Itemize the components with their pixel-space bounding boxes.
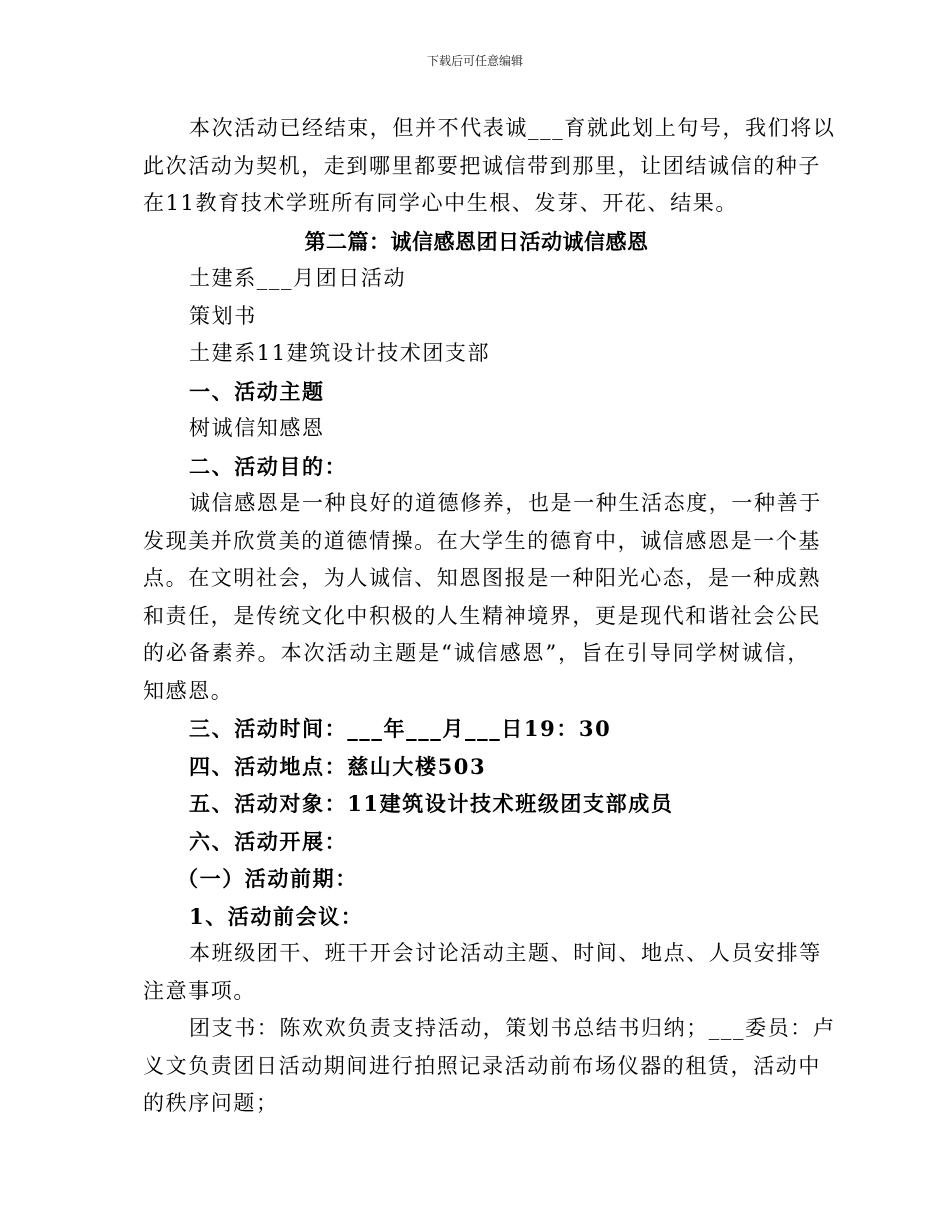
paragraph-line: 的必备素养。本次活动主题是“诚信感恩”，旨在引导同学树诚信， — [143, 641, 810, 665]
heading-activity-location: 四、活动地点：慈山大楼503 — [189, 753, 487, 779]
paragraph-line: 本班级团干、班干开会讨论活动主题、时间、地点、人员安排等 — [189, 941, 822, 965]
paragraph-line: 义文负责团日活动期间进行拍照记录活动前布场仪器的租赁，活动中 — [143, 1053, 821, 1078]
paragraph-line: 知感恩。 — [143, 678, 234, 703]
paragraph-line: 注意事项。 — [143, 978, 256, 1003]
section-title: 第二篇：诚信感恩团日活动诚信感恩 — [304, 228, 649, 254]
paragraph-line: 诚信感恩是一种良好的道德修养，也是一种生活态度，一种善于 — [189, 491, 822, 515]
heading-activity-audience: 五、活动对象：11建筑设计技术班级团支部成员 — [189, 791, 674, 816]
department-line: 土建系___月团日活动 — [189, 266, 407, 290]
heading-activity-purpose: 二、活动目的： — [189, 453, 348, 479]
paragraph-line: 本次活动已经结束，但并不代表诚___育就此划上句号，我们将以 — [189, 116, 836, 140]
heading-pre-meeting: 1、活动前会议： — [189, 903, 364, 929]
heading-pre-activity: （一）活动前期： — [177, 866, 358, 891]
paragraph-line: 发现美并欣赏美的道德情操。在大学生的德育中，诚信感恩是一个基 — [143, 528, 821, 553]
paragraph-line: 的秩序问题； — [143, 1091, 279, 1115]
paragraph-line: 点。在文明社会，为人诚信、知恩图报是一种阳光心态，是一种成熟 — [143, 566, 821, 590]
branch-line: 土建系11建筑设计技术团支部 — [189, 341, 491, 365]
paragraph-line: 团支书：陈欢欢负责支持活动，策划书总结书归纳；___委员：卢 — [189, 1016, 836, 1040]
paragraph-line: 此次活动为契机，走到哪里都要把诚信带到那里，让团结诚信的种子 — [143, 153, 821, 178]
page-header-note: 下载后可任意编辑 — [426, 54, 523, 68]
document-body — [143, 110, 836, 1123]
theme-text: 树诚信知感恩 — [189, 416, 325, 440]
paragraph-line: 和责任，是传统文化中积极的人生精神境界，更是现代和谐社会公民 — [143, 603, 821, 628]
heading-activity-process: 六、活动开展： — [189, 828, 348, 854]
plan-label: 策划书 — [189, 303, 257, 328]
heading-activity-theme: 一、活动主题 — [189, 378, 325, 404]
heading-activity-time: 三、活动时间：___年___月___日19：30 — [189, 716, 612, 741]
paragraph-line: 在11教育技术学班所有同学心中生根、发芽、开花、结果。 — [143, 191, 738, 215]
